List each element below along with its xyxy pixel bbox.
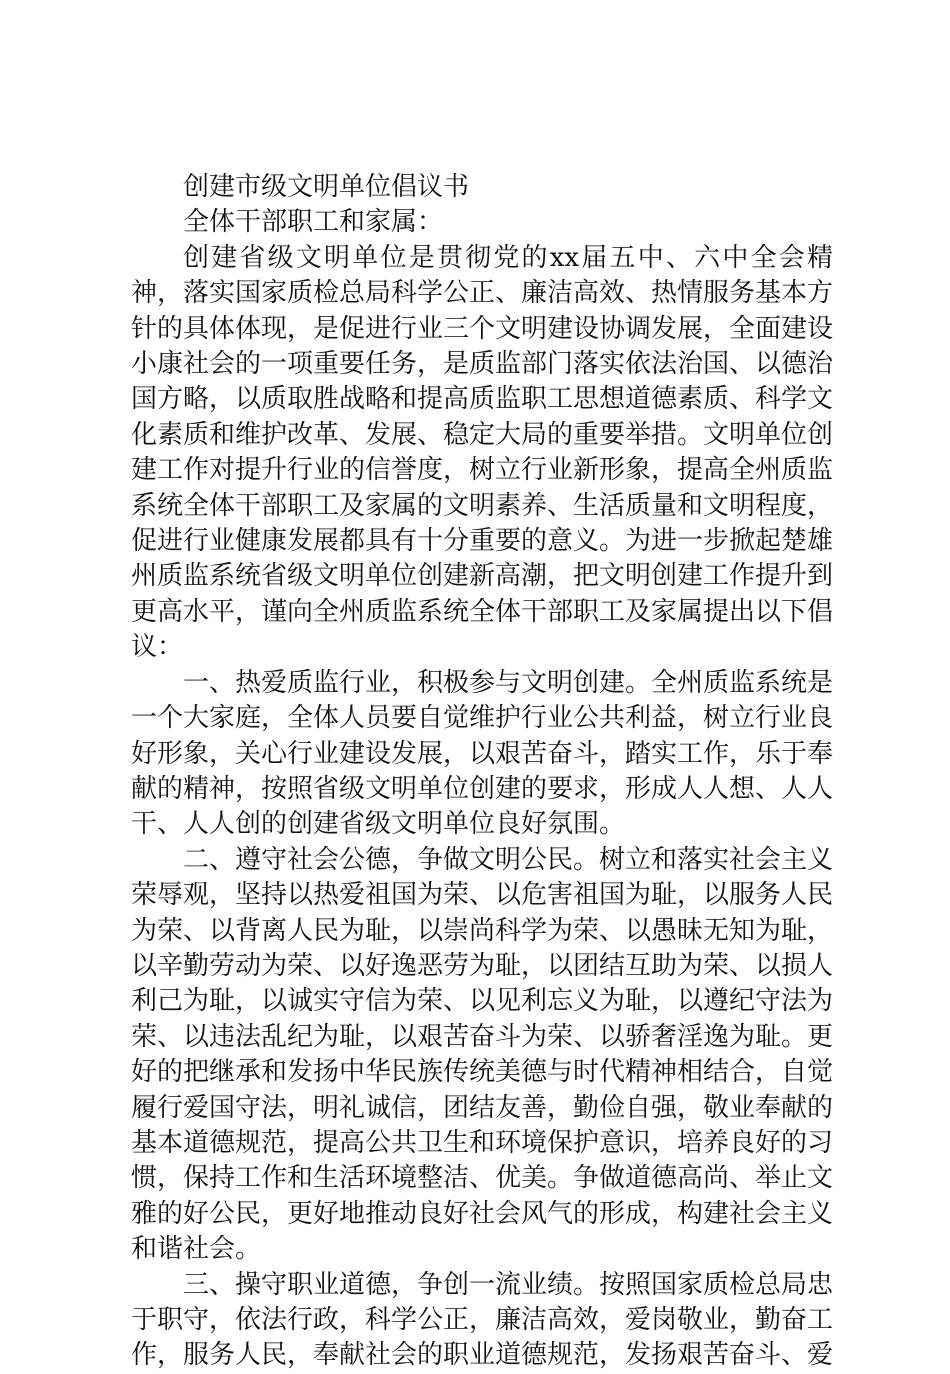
document-salutation: 全体干部职工和家属： <box>183 207 444 238</box>
document-paragraph: 创建省级文明单位是贯彻党的xx届五中、六中全会精神，落实国家质检总局科学公正、廉洁高效、热情服务基本方针的具体体现，是促进行业三个文明建设协调发展，全面建设小康社会的一项重要任务，是质监部门落实依法治国、以德治国方略，以质取胜战略和提高质监职工思想道德素质、科学文化素质和维护改革、发展、稳定大局的重要举措。文明单位创建工作对提升行业的信誉度，树立行业新形象，提高全州质监系统全体干部职工及家属的文明素养、生活质量和文明程度，促进行业健康发展都具有十分重要的意义。为进一步掀起楚雄州质监系统省级文明单位创建新高潮，把文明创建工作提升到更高水平，谨向全州质监系统全体干部职工及家属提出以下倡议： <box>131 242 834 663</box>
document-paragraph: 三、操守职业道德，争创一流业绩。按照国家质检总局忠于职守，依法行政，科学公正，廉洁高效，爱岗敬业，勤奋工作，服务人民，奉献社会的职业道德规范，发扬艰苦奋斗、爱 <box>131 1269 834 1371</box>
document-paragraph: 一、热爱质监行业，积极参与文明创建。全州质监系统是一个大家庭，全体人员要自觉维护行业公共利益，树立行业良好形象，关心行业建设发展，以艰苦奋斗，踏实工作，乐于奉献的精神，按照省级文明单位创建的要求，形成人人想、人人干、人人创的创建省级文明单位良好氛围。 <box>131 667 834 840</box>
document-title: 创建市级文明单位倡议书 <box>183 172 470 202</box>
document-paragraph: 二、遵守社会公德，争做文明公民。树立和落实社会主义荣辱观，坚持以热爱祖国为荣、以危害祖国为耻，以服务人民为荣、以背离人民为耻，以崇尚科学为荣、以愚昧无知为耻，以辛勤劳动为荣、以好逸恶劳为耻，以团结互助为荣、以损人利己为耻，以诚实守信为荣、以见利忘义为耻，以遵纪守法为荣、以违法乱纪为耻，以艰苦奋斗为荣、以骄奢淫逸为耻。更好的把继承和发扬中华民族传统美德与时代精神相结合，自觉履行爱国守法，明礼诚信，团结友善，勤俭自强，敬业奉献的基本道德规范，提高公共卫生和环境保护意识，培养良好的习惯，保持工作和生活环境整洁、优美。争做道德高尚、举止文雅的好公民，更好地推动良好社会风气的形成，构建社会主义和谐社会。 <box>131 844 834 1265</box>
document-body <box>131 170 833 1374</box>
